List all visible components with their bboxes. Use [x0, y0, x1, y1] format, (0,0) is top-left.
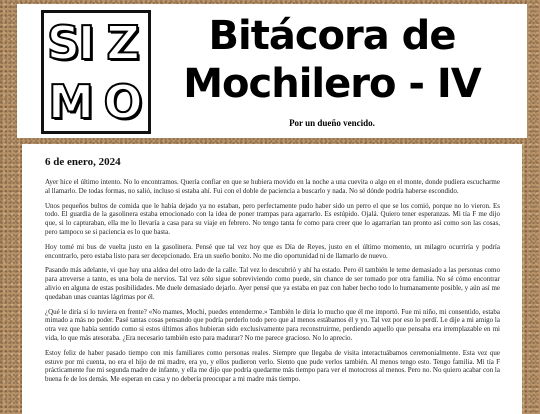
page-title [167, 12, 497, 108]
entry-body [22, 178, 522, 384]
title-line-1: Bitácora de [208, 13, 456, 59]
logo-letter-o: O [103, 74, 141, 129]
entry-date: 6 de enero, 2024 [45, 156, 121, 168]
tagline: Por un dueño vencido. [289, 118, 375, 128]
paragraph: Ayer hice el último intento. No lo encontramos. Quería confiar en que se hubiera movido en la noche a una cuevita o algo en el monte, donde pudiera escucharme al llamarlo. De todas formas, no salió, incluso si estaba ahí. Fui con el doble de paciencia a buscarlo y nada. No sé dónde podría haberse escondido. [45, 178, 500, 195]
paragraph: ¿Qué le diría si lo tuviera en frente? «No mames, Mochi, puedes entenderme.» También le diría lo mucho que él me importó. Fue mi niño, mi consentido, estaba mimado a más no poder. Pasé tantas cosas pensando que podría perderlo todo pero que al menos estábamos él y yo. Tal vez por eso lo perdí. Le dije a mi amigo la otra vez que había sentido como si estos últimos años hubieran sido exclusivamente para reconstruirme, perdiendo aquello que pensaba era irremplazable en mi vida, lo que más atesoraba. ¿Era necesario también esto para madurar? No me parece gracioso. No lo aprecio. [45, 307, 500, 342]
paragraph: Hoy tomé mi bus de vuelta justo en la gasolinera. Pensé que tal vez hoy que es Día de Reyes, justo en el último momento, un milagro ocurriría y podría encontrarlo, pero estaba listo para ser decepcionado. Era un sueño bonito. No me dio oportunidad ni de llamarlo de nuevo. [45, 242, 500, 260]
blog-header [17, 4, 527, 138]
paragraph: Estoy feliz de haber pasado tiempo con mis familiares como personas reales. Siempre que llegaba de visita interactuábamos ceremonialmente. Esta vez que estuve por mi cuenta, no era el hijo de mi madre, era yo, y ellos pudieron verlo. Siento que pude verlos también. Al menos tengo esto. Tengo familia. Mi tía F prácticamente fue mi segunda madre de infante, y ella me dijo que podría quedarme más tiempo para ver el motocross al menos. Pero no. No quiero acabar con la buena fe de los demás. Me esperan en casa y no debería preocupar a mi madre más tiempo. [45, 348, 500, 384]
logo-letter-z: Z [106, 15, 138, 70]
paragraph: Pasando más adelante, vi que hay una aldea del otro lado de la calle. Tal vez lo descubrió y ahí ha estado. Pero él también le teme demasiado a las personas como para atreverse a tanto, es una bola de nervios. Tal vez sólo sigue sobreviviendo como puede, sin chance de ser tomado por otra familia. No sé cómo encontrar alivio en alguna de estas posibilidades. Me duele demasiado dejarlo. Ayer pensé que ya estaba en paz con haber hecho todo lo humanamente posible, y aún así me quedaban unas cuantas lágrimas por él. [45, 266, 500, 301]
sizmo-logo [41, 10, 151, 134]
logo-letter-m: M [48, 74, 92, 129]
paragraph: Unos pequeños bultos de comida que le había dejado ya no estaban, pero perfectamente pudo haber sido un perro el que se los comió, porque no lo vieron. Es todo. El guardia de la gasolinera estaba emocionado con la idea de poner trampas para agarrarlo. Es estúpido. Ojalá. Quiero tener esperanzas. Mi tía F me dijo que, si lo capturaban, ella me lo llevaría a casa para su viaje en febrero. No tengo tanta fe como para creer que lo agarrarían tan pronto así como son las cosas, pero tampoco se si paciencia es lo que basta. [45, 201, 500, 236]
logo-letters-si: SI [46, 15, 94, 70]
title-line-2: Mochilero - IV [183, 61, 481, 107]
journal-entry [22, 144, 522, 414]
